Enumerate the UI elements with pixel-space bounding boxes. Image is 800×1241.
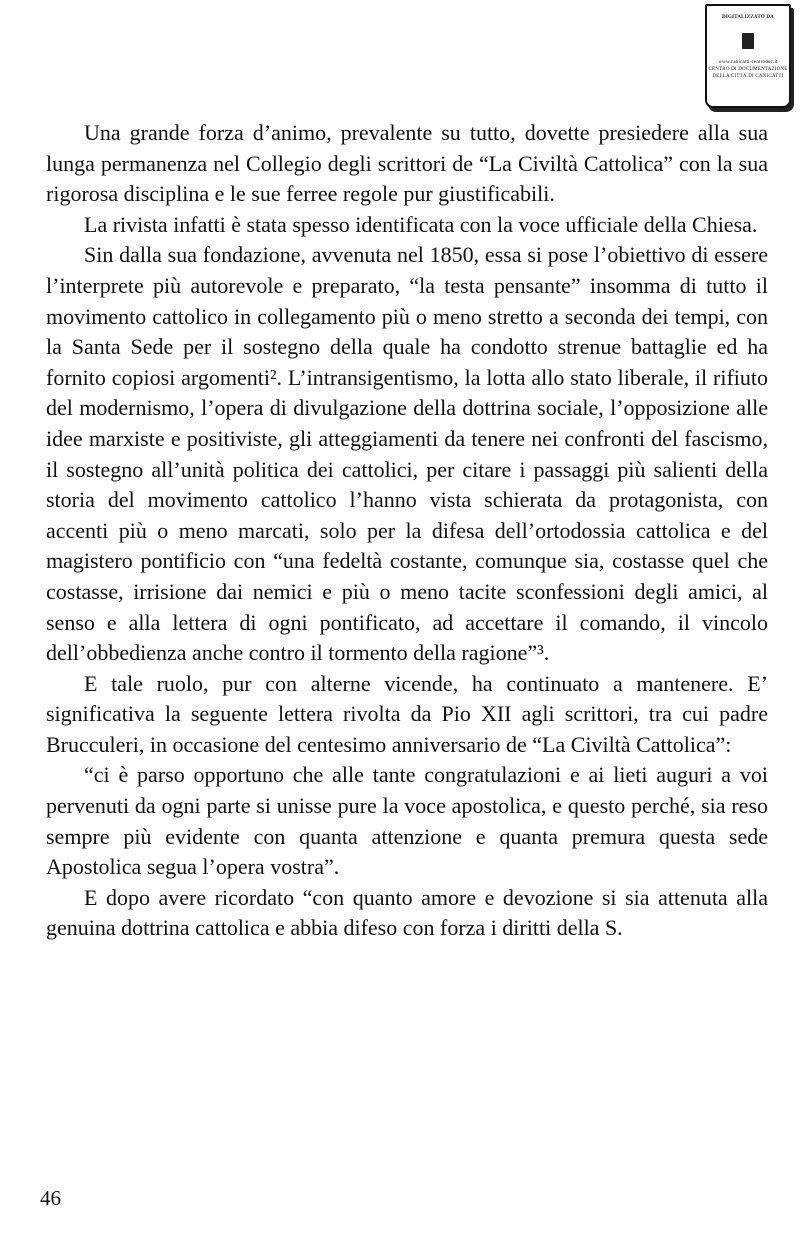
stamp-website: www.canicatti-centrodoc.it xyxy=(718,60,778,65)
paragraph-4: E tale ruolo, pur con alterne vicende, ha continuato a mantenere. E’ significativa la seguente lettera rivolta da Pio XII agli scrittori, tra cui padre Brucculeri, in occasione del centesimo anniversario de “La Civiltà Cattolica”: xyxy=(46,670,768,757)
stamp-logo-icon xyxy=(742,33,754,49)
paragraph-6: E dopo avere ricordato “con quanto amore e devozione si sia attenuta alla genuina dottrina cattolica e abbia difeso con forza i diritti della S. xyxy=(46,884,768,941)
digitization-stamp xyxy=(705,4,791,108)
stamp-center-name: CENTRO DI DOCUMENTAZIONE xyxy=(708,67,788,72)
paragraph-2: La rivista infatti è stata spesso identificata con la voce ufficiale della Chiesa. xyxy=(84,211,758,237)
paragraph-1: Una grande forza d’animo, prevalente su tutto, dovette presiedere alla sua lunga permanenza nel Collegio degli scrittori de “La Civiltà Cattolica” con la sua rigorosa disciplina e le sue ferree regole pur giustificabili. xyxy=(46,120,768,207)
page-number: 46 xyxy=(40,1186,61,1210)
page-body-text xyxy=(46,118,768,944)
stamp-city-name: DELLA CITTÀ DI CANICATTÌ xyxy=(712,74,784,79)
stamp-title: DIGITALIZZATO DA xyxy=(722,15,774,20)
quoted-letter: “ci è parso opportuno che alle tante congratulazioni e ai lieti auguri a voi pervenuti da ogni parte si unisse pure la voce apostolica, e questo perché, sia reso sempre più evidente con quanta attenzione e quanta premura questa sede Apostolica segua l’opera vostra”. xyxy=(46,762,768,880)
paragraph-3: Sin dalla sua fondazione, avvenuta nel 1850, essa si pose l’obiettivo di essere l’interprete più autorevole e preparato, “la testa pensante” insomma di tutto il movimento cattolico in collegamento più o meno stretto a seconda dei tempi, con la Santa Sede per il sostegno della quale ha condotto strenue battaglie ed ha fornito copiosi argomenti². L’intransigentismo, la lotta allo stato liberale, il rifiuto del modernismo, l’opera di divulgazione della dottrina sociale, l’opposizione alle idee marxiste e positiviste, gli atteggiamenti da tenere nei confronti del fascismo, il sostegno all’unità politica dei cattolici, per citare i passaggi più salienti della storia del movimento cattolico l’hanno vista schierata da protagonista, con accenti più o meno marcati, solo per la difesa dell’ortodossia cattolica e del magistero pontificio con “una fedeltà costante, comunque sia, costasse quel che costasse, irrisione dai nemici e più o meno tacite sconfessioni degli amici, al senso e alla lettera di ogni pontificato, ad accettare il comando, il vincolo dell’obbedienza anche contro il tormento della ragione”³. xyxy=(46,242,768,666)
